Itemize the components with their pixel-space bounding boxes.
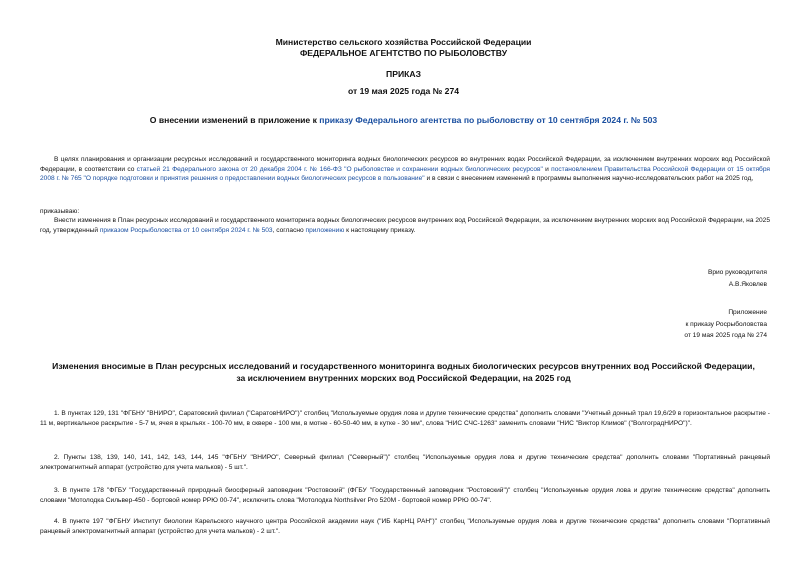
appendix-block: [500, 307, 767, 342]
appendix-date: от 19 мая 2025 года № 274: [684, 332, 767, 339]
signature-name: А.В.Яковлев: [728, 280, 767, 288]
changes-title: [20, 360, 787, 384]
order-text-3: к настоящему приказу.: [344, 226, 416, 234]
appendix-to: к приказу Росрыболовства: [685, 320, 767, 328]
change-item-4: 4. В пункте 197 "ФГБНУ Институт биологии Карельского научного центра Российской академии наук ("ИБ КарНЦ РАН")" столбец "Используемые орудия лова и другие технические средства" дополнить словами "Портативный ранцевый электромагнитный аппарат (устройство для учета мальков) - 2 шт.".: [40, 518, 770, 535]
order-paragraph: [40, 216, 770, 235]
order-word: приказываю:: [40, 208, 80, 215]
doc-type-heading: ПРИКАЗ: [386, 69, 421, 79]
order-503-link[interactable]: приказом Росрыболовства от 10 сентября 2024 г. № 503: [99, 226, 273, 234]
title-order-link[interactable]: приказу Федерального агентства по рыболовству от 10 сентября 2024 г. № 503: [319, 115, 658, 125]
signature-block: [500, 267, 767, 290]
signature-position: Врио руководителя: [707, 269, 767, 276]
agency-heading: ФЕДЕРАЛЬНОЕ АГЕНТСТВО ПО РЫБОЛОВСТВУ: [299, 48, 508, 58]
ministry-heading: Министерство сельского хозяйства Российской Федерации: [275, 37, 532, 47]
preamble-paragraph: [40, 155, 770, 184]
title-prefix: О внесении изменений в приложение к: [149, 115, 320, 125]
appendix-label: Приложение: [728, 309, 767, 316]
change-item-1: 1. В пунктах 129, 131 "ФГБНУ "ВНИРО", Саратовский филиал ("СаратовНИРО")" столбец "Используемые орудия лова и другие технические средства" дополнить словами "Учетный донный трал 19,6/29 в горизонтальное раскрытие - 11 м, вертикальное раскрытие - 5-7 м, ячея в крыльях - 100-70 мм, в сквере - 100 мм, в мотне - 60-50-40 мм, в кутке - 30 мм", слова "НИС СЧС-1263" заменить словами "НИС "Виктор Климов" ("ВолгоградНИРО")".: [40, 410, 770, 427]
changes-title-line-1: Изменения вносимые в План ресурсных исследований и государственного мониторинга водных биологических ресурсов внутренних вод Российской Федерации,: [52, 361, 755, 371]
preamble-text-2: и: [542, 165, 552, 173]
preamble-law-link[interactable]: статьей 21 Федерального закона от 20 декабря 2004 г. № 166-ФЗ "О рыболовстве и сохранении водных биологических ресурсов": [136, 165, 543, 173]
document-title: [0, 115, 807, 126]
order-text-1: Внести изменения в План ресурсных исследований и государственного мониторинга водных биологических ресурсов внутренних вод Российской Федерации, за исключением внутренних морских вод Российской Федерации, на 2025 год, утвержденный: [40, 217, 770, 234]
order-date-line: от 19 мая 2025 года № 274: [347, 86, 460, 96]
order-text-2: , согласно: [272, 226, 306, 234]
preamble-decree-link[interactable]: постановлением Правительства Российской Федерации от 15 октября 2008 г. № 765 "О порядке подготовки и принятия решения о предоставлении водных биологических ресурсов в пользование": [40, 165, 770, 183]
preamble-text-1: В целях планирования и организации ресурсных исследований и государственного мониторинга водных биологических ресурсов во внутренних водах Российской Федерации, за исключением внутренних морских вод Российской Федерации, в соответствии со: [40, 156, 770, 173]
change-item-2: 2. Пункты 138, 139, 140, 141, 142, 143, 144, 145 "ФГБНУ "ВНИРО", Северный филиал ("Северный")" столбец "Используемые орудия лова и другие технические средства" дополнить словами "Портативный ранцевый электромагнитный аппарат (устройство для учета мальков) - 5 шт.".: [40, 454, 770, 471]
changes-title-line-2: за исключением внутренних морских вод Российской Федерации, на 2025 год: [236, 373, 571, 383]
change-item-3: 3. В пункте 178 "ФГБУ "Государственный природный биосферный заповедник "Ростовский" (ФГБУ "Государственный заповедник "Ростовский")" столбец "Используемые орудия лова и другие технические средства" дополнить словами "Мотолодка Сильвер-450 - бортовой номер РРЮ 00-74", исключить слова "Мотолодка Northsilver Pro 520M - бортовой номер РРЮ 00-74".: [40, 487, 770, 504]
preamble-text-3: и в связи с внесением изменений в программы выполнения научно-исследовательских работ на 2025 год,: [424, 175, 754, 183]
appendix-link[interactable]: приложению: [305, 226, 345, 234]
